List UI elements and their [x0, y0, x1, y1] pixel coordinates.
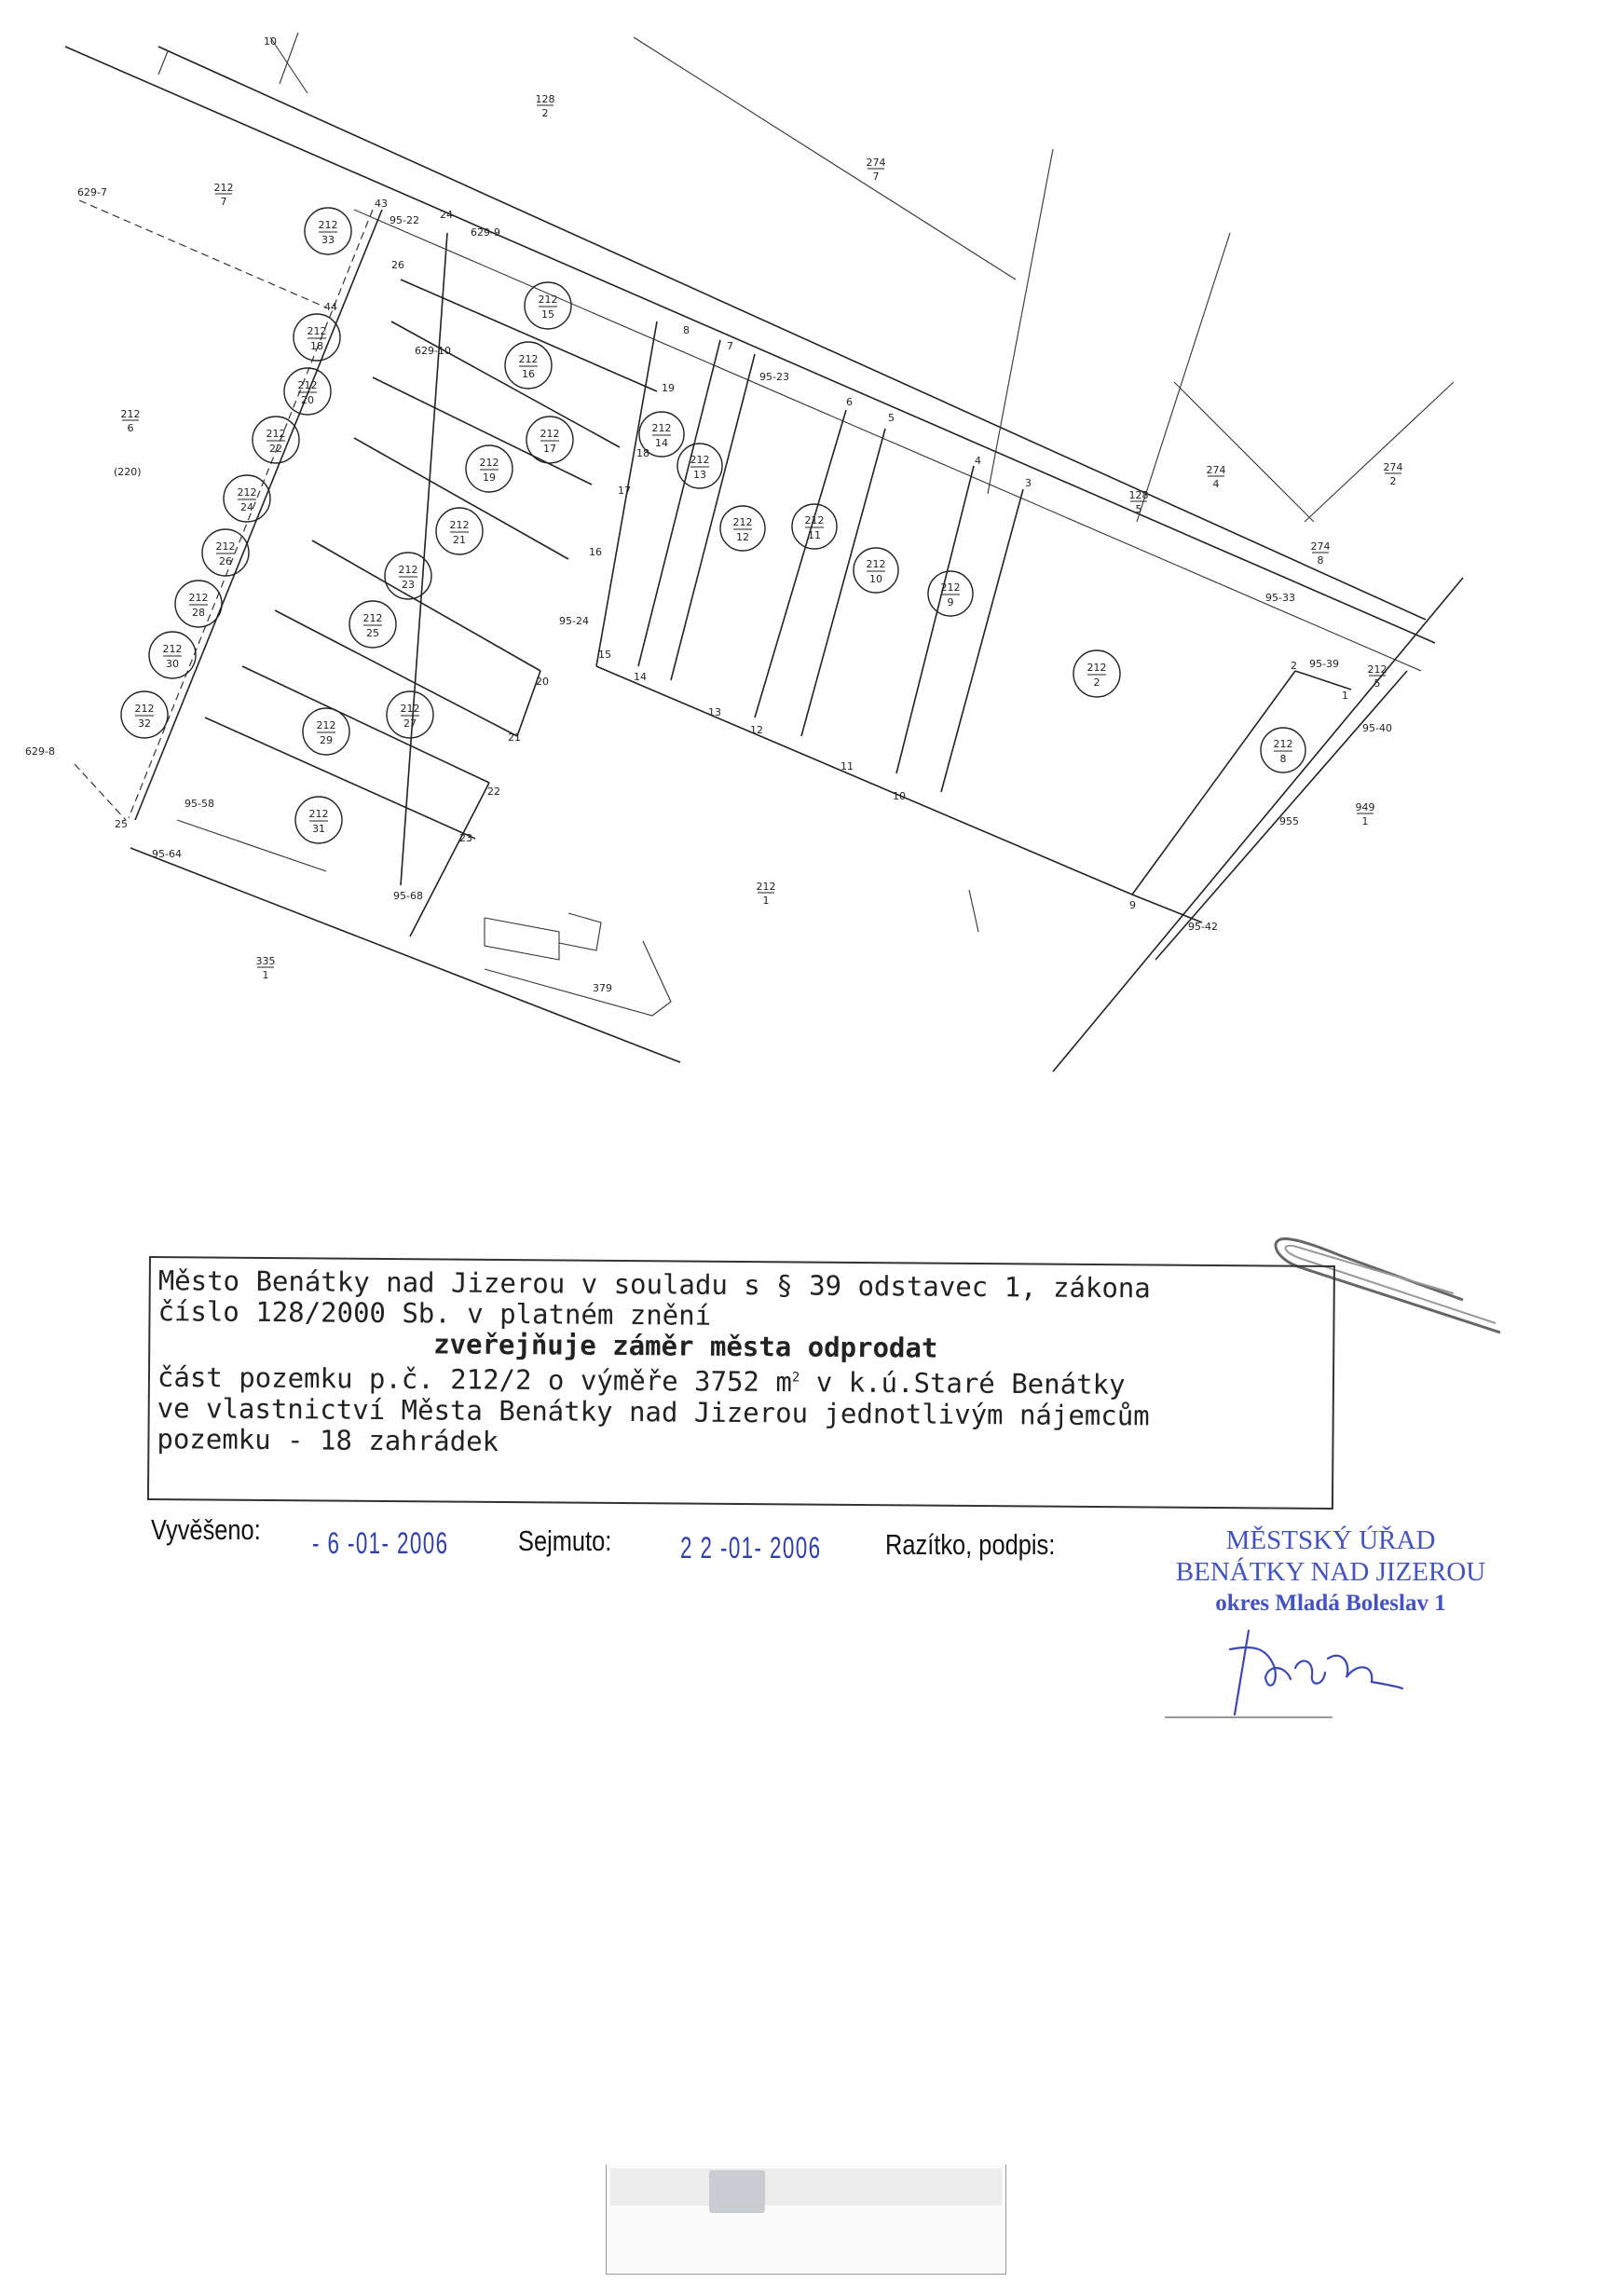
parcel-number: 949 [1355, 801, 1375, 813]
parcel-number: 212 [1273, 738, 1293, 750]
parcel-subnumber: 24 [240, 501, 253, 513]
parcel-label [238, 486, 257, 513]
parcel-subnumber: 21 [453, 534, 466, 546]
parcel-subnumber: 1 [762, 895, 770, 907]
parcel-number: 212 [449, 519, 470, 531]
map-label: 15 [598, 649, 611, 661]
stamp-line-3: okres Mladá Boleslav 1 [1215, 1591, 1446, 1616]
parcel-subnumber: 5 [1374, 677, 1381, 690]
parcel-number: 212 [266, 428, 286, 440]
parcel-subnumber: 9 [947, 596, 954, 608]
parcel-number: 212 [308, 808, 329, 820]
handwritten-signature [1165, 1621, 1444, 1724]
parcel-label [363, 612, 383, 639]
map-label: 17 [618, 485, 631, 497]
neighbour-parcel [256, 955, 276, 981]
parcel-number: 274 [1383, 461, 1403, 473]
parcel-subnumber: 13 [693, 469, 706, 481]
parcel-label [690, 454, 710, 481]
map-label: 95-42 [1188, 921, 1218, 933]
notice-line-4: část pozemku p.č. 212/2 o výměře 3752 $m^2$ v k.ú.Staré Benátky [157, 1360, 1126, 1401]
map-label: 11 [840, 760, 854, 772]
parcel-label [309, 808, 329, 835]
parcel-number: 212 [518, 353, 539, 365]
parcel-number: 212 [756, 881, 776, 893]
map-label: 5 [888, 412, 895, 424]
map-label: 14 [634, 671, 647, 683]
parcel-subnumber: 1 [262, 969, 269, 981]
parcel-number: 212 [538, 294, 558, 306]
removed-date: 2 2 -01- 2006 [680, 1531, 822, 1565]
neighbour-parcel-labels [121, 93, 1403, 981]
parcel-subnumber: 4 [1212, 478, 1220, 490]
parcel-number: 212 [866, 558, 886, 570]
parcel-number: 212 [362, 612, 383, 624]
parcel-number: 212 [215, 540, 236, 553]
parcel-label [480, 457, 499, 484]
parcel-number: 212 [732, 516, 753, 528]
parcel-subnumber: 15 [541, 308, 554, 321]
stamp-signature-label: Razítko, podpis: [885, 1528, 1056, 1561]
notice-heading: zveřejňuje záměr města odprodat [433, 1328, 938, 1364]
map-label: 23 [459, 832, 472, 844]
parcel-label [189, 592, 209, 619]
parcel-subnumber: 8 [1317, 554, 1324, 567]
map-label: 9 [1129, 899, 1136, 911]
map-label: 95-39 [1309, 658, 1339, 670]
parcel-label [401, 703, 420, 730]
parcel-subnumber: 31 [312, 823, 325, 835]
parcel-subnumber: 23 [402, 579, 415, 591]
map-label: 13 [708, 706, 721, 718]
parcel-number: 212 [1367, 663, 1387, 676]
parcel-label [319, 219, 338, 246]
parcel-number: 128 [1128, 489, 1149, 501]
parcel-subnumber: 22 [269, 443, 282, 455]
notice-line-2: číslo 128/2000 Sb. v platném znění [157, 1295, 712, 1332]
parcel-subnumber: 30 [166, 658, 179, 670]
parcel-subnumber: 5 [1135, 503, 1142, 515]
map-label: 379 [593, 982, 612, 994]
parcel-subnumber: 7 [872, 171, 880, 183]
parcel-label [298, 379, 318, 406]
map-label: 95-40 [1362, 722, 1392, 734]
parcel-label [540, 428, 560, 455]
parcel-number: 212 [398, 564, 418, 576]
parcel-number: 212 [318, 219, 338, 231]
map-label: 44 [324, 301, 337, 313]
parcel-label [163, 643, 183, 670]
map-label: 2 [1291, 660, 1297, 672]
parcel-label [652, 422, 672, 449]
map-label: 10 [264, 35, 277, 48]
neighbour-parcel [1368, 663, 1387, 690]
map-label: 95-23 [759, 371, 789, 383]
notice-line-6: pozemku - 18 zahrádek [157, 1422, 499, 1457]
map-label: 7 [727, 340, 733, 352]
map-label: 629-8 [25, 745, 55, 758]
parcel-number: 212 [120, 408, 141, 420]
parcel-subnumber: 11 [808, 529, 821, 541]
parcel-labels [135, 219, 1293, 835]
parcel-subnumber: 19 [483, 472, 496, 484]
neighbour-parcel [536, 93, 555, 119]
parcel-subnumber: 12 [736, 531, 749, 543]
parcel-number: 212 [213, 182, 234, 194]
map-label: 20 [536, 676, 549, 688]
parcel-label [266, 428, 286, 455]
parcel-number: 212 [690, 454, 710, 466]
map-label: 6 [846, 396, 853, 408]
map-label: 95-22 [390, 214, 419, 226]
parcel-number: 212 [297, 379, 318, 391]
parcel-number: 212 [134, 703, 155, 715]
parcel-label [805, 514, 825, 541]
parcel-subnumber: 17 [543, 443, 556, 455]
posted-label: Vyvěšeno: [151, 1513, 261, 1546]
parcel-subnumber: 10 [869, 573, 882, 585]
parcel-subnumber: 6 [127, 422, 134, 434]
parcel-number: 212 [479, 457, 499, 469]
parcel-subnumber: 29 [320, 734, 333, 746]
neighbour-parcel [1207, 464, 1226, 490]
parcel-number: 212 [804, 514, 825, 526]
parcel-subnumber: 2 [541, 107, 549, 119]
parcel-number: 212 [651, 422, 672, 434]
map-label: 629-10 [415, 345, 451, 357]
parcel-subnumber: 8 [1279, 753, 1287, 765]
map-label: 43 [375, 198, 388, 210]
map-label: 95-58 [184, 798, 214, 810]
map-label: 95-64 [152, 848, 182, 860]
map-label: 3 [1025, 477, 1032, 489]
map-label: 10 [893, 790, 906, 802]
parcel-subnumber: 1 [1361, 815, 1369, 827]
map-label: 24 [440, 209, 453, 221]
parcel-subnumber: 28 [192, 607, 205, 619]
parcel-label [450, 519, 470, 546]
map-label: 19 [662, 382, 675, 394]
map-label: 22 [487, 786, 500, 798]
parcel-number: 128 [535, 93, 555, 105]
neighbour-parcel [1356, 801, 1375, 827]
neighbour-parcel [757, 881, 776, 907]
parcel-number: 212 [162, 643, 183, 655]
map-label: 26 [391, 259, 404, 271]
envelope-strip [610, 2168, 1002, 2206]
removed-label: Sejmuto: [518, 1524, 612, 1557]
parcel-number: 212 [1086, 662, 1107, 674]
parcel-number: 274 [866, 157, 886, 169]
parcel-label [308, 325, 327, 352]
map-label: 629-9 [471, 226, 500, 239]
parcel-subnumber: 2 [1389, 475, 1397, 487]
parcel-label [135, 703, 155, 730]
notice-line-5: ve vlastnictví Města Benátky nad Jizerou jednotlivým nájemcům [157, 1391, 1150, 1432]
parcel-subnumber: 18 [310, 340, 323, 352]
parcel-subnumber: 7 [220, 196, 227, 208]
map-label: 21 [508, 731, 521, 744]
map-label: 955 [1279, 815, 1299, 827]
cadastral-map [0, 0, 1599, 1118]
posted-date: - 6 -01- 2006 [312, 1526, 449, 1560]
parcel-subnumber: 26 [219, 555, 232, 567]
neighbour-parcel [121, 408, 141, 434]
parcel-label [941, 581, 961, 608]
parcel-number: 212 [940, 581, 961, 594]
notice-box [147, 1256, 1335, 1510]
parcel-label [539, 294, 558, 321]
stamp-line-1: MĚSTSKÝ ÚŘAD [1225, 1525, 1436, 1555]
map-label: 629-7 [77, 186, 107, 198]
parcel-label [519, 353, 539, 380]
map-label: 95-68 [393, 890, 423, 902]
parcel-number: 212 [316, 719, 336, 731]
map-label: 8 [683, 324, 690, 336]
parcel-label [216, 540, 236, 567]
map-label: 95-24 [559, 615, 589, 627]
parcel-label [867, 558, 886, 585]
envelope-window [606, 2165, 1006, 2275]
parcel-subnumber: 14 [655, 437, 668, 449]
watermark-icon [709, 2170, 765, 2213]
neighbour-parcel [867, 157, 886, 183]
parcel-number: 274 [1206, 464, 1226, 476]
parcel-subnumber: 2 [1093, 676, 1100, 689]
parcel-subnumber: 16 [522, 368, 535, 380]
notice-line-1: Město Benátky nad Jizerou v souladu s § 39 odstavec 1, zákona [157, 1264, 1151, 1305]
parcel-label [317, 719, 336, 746]
map-label: (220) [114, 466, 142, 478]
map-label: 12 [750, 724, 763, 736]
parcel-number: 212 [237, 486, 257, 499]
parcel-number: 212 [400, 703, 420, 715]
map-label: 25 [115, 818, 128, 830]
parcel-number: 212 [188, 592, 209, 604]
stamp-line-2: BENÁTKY NAD JIZEROU [1175, 1557, 1486, 1587]
parcel-label [399, 564, 418, 591]
neighbour-parcel [1311, 540, 1331, 567]
parcel-subnumber: 20 [301, 394, 314, 406]
parcel-label [1274, 738, 1293, 765]
parcel-number: 212 [307, 325, 327, 337]
parcel-label [1087, 662, 1107, 689]
parcel-subnumber: 25 [366, 627, 379, 639]
neighbour-parcel [1384, 461, 1403, 487]
parcel-subnumber: 27 [403, 718, 417, 730]
parcel-number: 335 [255, 955, 276, 967]
parcel-number: 274 [1310, 540, 1331, 553]
map-label: 18 [636, 447, 649, 459]
parcel-subnumber: 32 [138, 718, 151, 730]
parcel-number: 212 [540, 428, 560, 440]
map-label: 4 [975, 455, 981, 467]
parcel-circles [121, 208, 1305, 843]
parcel-subnumber: 33 [321, 234, 335, 246]
map-label: 1 [1342, 690, 1348, 702]
parcel-label [733, 516, 753, 543]
neighbour-parcel [214, 182, 234, 208]
office-stamp [1163, 1524, 1498, 1620]
map-label: 16 [589, 546, 602, 558]
map-label: 95-33 [1265, 592, 1295, 604]
